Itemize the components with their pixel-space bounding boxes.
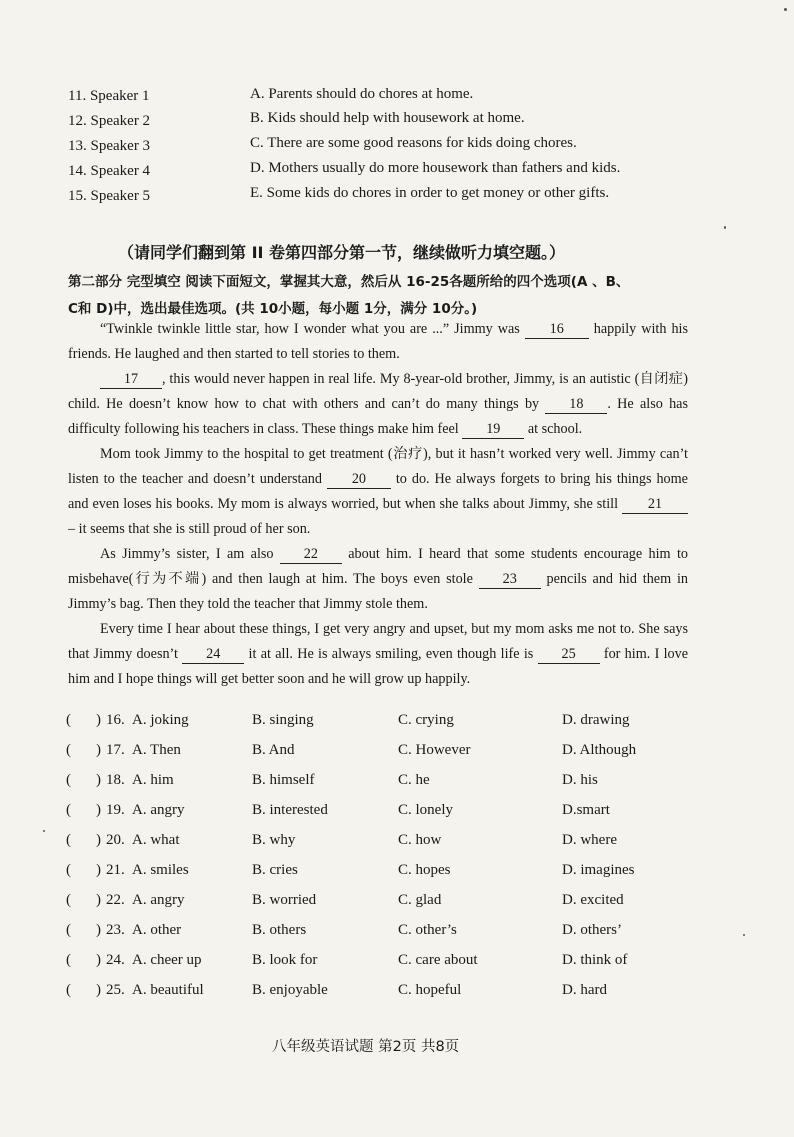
option-b: B. why — [252, 832, 296, 848]
option-a: A. cheer up — [132, 952, 202, 968]
cloze-passage — [68, 317, 688, 692]
option-a: A. angry — [132, 892, 185, 908]
passage-text: happily with his friends. He laughed and then started to tell stories to them. — [68, 321, 688, 362]
option-d: D. his — [562, 772, 598, 788]
option-d: D. drawing — [562, 712, 630, 728]
answer-bracket-close: ) — [96, 712, 101, 728]
answer-bracket-open[interactable]: ( — [66, 742, 71, 758]
option-c: C. glad — [398, 892, 442, 908]
option-a: A. Then — [132, 742, 181, 758]
option-row — [66, 802, 706, 832]
blank-17: 17 — [100, 370, 162, 389]
question-number: 25. — [106, 982, 125, 998]
blank-20: 20 — [327, 470, 391, 489]
option-row — [66, 712, 706, 742]
option-row — [66, 922, 706, 952]
question-number: 20. — [106, 832, 125, 848]
option-c: C. However — [398, 742, 471, 758]
statement-option: A. Parents should do chores at home. — [250, 86, 474, 102]
statement-option: B. Kids should help with housework at home. — [250, 110, 525, 126]
question-number: 21. — [106, 862, 125, 878]
blank-21: 21 — [622, 495, 688, 514]
answer-bracket-open[interactable]: ( — [66, 772, 71, 788]
option-d: D.smart — [562, 802, 610, 818]
option-c: C. hopes — [398, 862, 451, 878]
answer-bracket-close: ) — [96, 952, 101, 968]
option-c: C. other’s — [398, 922, 457, 938]
passage-text: it at all. He is always smiling, even though life is — [244, 646, 538, 662]
blank-24: 24 — [182, 645, 244, 664]
option-b: B. himself — [252, 772, 315, 788]
option-d: D. where — [562, 832, 617, 848]
option-row — [66, 772, 706, 802]
passage-text: pencils and hid them in Jimmy’s bag. Then they told the teacher that Jimmy stole them. — [68, 571, 688, 612]
passage-text: at school. — [524, 421, 583, 437]
option-a: A. joking — [132, 712, 189, 728]
option-d: D. excited — [562, 892, 624, 908]
passage-text: Mom took Jimmy to the hospital to get treatment (治疗), but it hasn’t worked very well. Jimmy can’t listen to the teacher and doesn’t understand — [68, 446, 688, 487]
option-b: B. singing — [252, 712, 314, 728]
option-c: C. lonely — [398, 802, 453, 818]
passage-text: , this would never happen in real life. My 8-year-old brother, Jimmy, is an autistic (自闭症) child. He doesn’t know how to chat with others and can’t do many things by — [68, 371, 688, 412]
turn-page-notice: （请同学们翻到第 II 卷第四部分第一节，继续做听力填空题。） — [118, 243, 566, 262]
option-b: B. cries — [252, 862, 298, 878]
passage-text: about him. I heard that some students encourage him to misbehave(行为不端) and then laugh at him. The boys even stole — [68, 546, 688, 587]
blank-16: 16 — [525, 320, 589, 339]
blank-25: 25 — [538, 645, 600, 664]
answer-options — [66, 712, 706, 1012]
page-footer: 八年级英语试题 第2页 共8页 — [272, 1039, 460, 1055]
scan-speck — [43, 830, 45, 832]
question-number: 24. — [106, 952, 125, 968]
passage-text: – it seems that she is still proud of her son. — [68, 521, 311, 537]
answer-bracket-open[interactable]: ( — [66, 862, 71, 878]
answer-bracket-open[interactable]: ( — [66, 712, 71, 728]
blank-23: 23 — [479, 570, 541, 589]
statement-option: E. Some kids do chores in order to get money or other gifts. — [250, 185, 610, 201]
option-b: B. worried — [252, 892, 317, 908]
option-row — [66, 832, 706, 862]
blank-19: 19 — [462, 420, 524, 439]
option-a: A. beautiful — [132, 982, 204, 998]
answer-bracket-open[interactable]: ( — [66, 802, 71, 818]
question-number: 17. — [106, 742, 125, 758]
option-b: B. others — [252, 922, 307, 938]
option-a: A. him — [132, 772, 174, 788]
speaker-label: 13. Speaker 3 — [68, 138, 151, 154]
passage-text: Every time I hear about these things, I get very angry and upset, but my mom asks me not to. She says that Jimmy doesn’t — [68, 621, 688, 662]
scan-speck — [784, 8, 787, 11]
option-a: A. smiles — [132, 862, 189, 878]
answer-bracket-close: ) — [96, 832, 101, 848]
option-a: A. other — [132, 922, 182, 938]
scan-speck — [724, 226, 726, 229]
paragraph — [68, 442, 688, 542]
passage-text: As Jimmy’s sister, I am also — [100, 546, 280, 562]
option-c: C. he — [398, 772, 430, 788]
answer-bracket-close: ) — [96, 742, 101, 758]
answer-bracket-close: ) — [96, 922, 101, 938]
option-d: D. imagines — [562, 862, 635, 878]
question-number: 19. — [106, 802, 125, 818]
answer-bracket-close: ) — [96, 772, 101, 788]
paragraph — [68, 317, 688, 367]
question-number: 16. — [106, 712, 125, 728]
statement-option: C. There are some good reasons for kids doing chores. — [250, 135, 577, 151]
answer-bracket-open[interactable]: ( — [66, 892, 71, 908]
option-b: B. look for — [252, 952, 318, 968]
speaker-label: 11. Speaker 1 — [68, 88, 150, 104]
section-heading-line2: C和 D)中，选出最佳选项。(共 10小题，每小题 1分，满分 10分。) — [68, 301, 478, 317]
option-row — [66, 982, 706, 1012]
option-b: B. And — [252, 742, 295, 758]
option-row — [66, 742, 706, 772]
option-a: A. what — [132, 832, 180, 848]
option-row — [66, 892, 706, 922]
speaker-label: 14. Speaker 4 — [68, 163, 151, 179]
answer-bracket-open[interactable]: ( — [66, 922, 71, 938]
question-number: 23. — [106, 922, 125, 938]
option-d: D. hard — [562, 982, 607, 998]
speaker-label: 15. Speaker 5 — [68, 188, 151, 204]
blank-18: 18 — [545, 395, 607, 414]
answer-bracket-open[interactable]: ( — [66, 832, 71, 848]
option-c: C. how — [398, 832, 442, 848]
paragraph — [68, 617, 688, 692]
paragraph — [68, 367, 688, 442]
answer-bracket-close: ) — [96, 862, 101, 878]
option-c: C. care about — [398, 952, 478, 968]
statement-option: D. Mothers usually do more housework than fathers and kids. — [250, 160, 621, 176]
option-d: D. Although — [562, 742, 637, 758]
option-b: B. interested — [252, 802, 328, 818]
option-row — [66, 952, 706, 982]
option-a: A. angry — [132, 802, 185, 818]
passage-text: for him. I love him and I hope things will get better soon and he will grow up happily. — [68, 646, 688, 687]
option-d: D. others’ — [562, 922, 622, 938]
option-row — [66, 862, 706, 892]
option-c: C. hopeful — [398, 982, 462, 998]
option-d: D. think of — [562, 952, 628, 968]
answer-bracket-close: ) — [96, 982, 101, 998]
option-c: C. crying — [398, 712, 454, 728]
paragraph — [68, 542, 688, 617]
answer-bracket-close: ) — [96, 802, 101, 818]
passage-text: . He also has difficulty following his teachers in class. These things make him feel — [68, 396, 688, 437]
section-heading-line1: 第二部分 完型填空 阅读下面短文，掌握其大意，然后从 16-25各题所给的四个选项(A 、B、 — [68, 274, 630, 290]
answer-bracket-open[interactable]: ( — [66, 952, 71, 968]
question-number: 18. — [106, 772, 125, 788]
blank-22: 22 — [280, 545, 342, 564]
question-number: 22. — [106, 892, 125, 908]
passage-text: to do. He always forgets to bring his things home and even loses his books. My mom is always worried, but when she talks about Jimmy, she still — [68, 471, 688, 512]
speaker-label: 12. Speaker 2 — [68, 113, 151, 129]
scan-speck — [743, 934, 745, 936]
answer-bracket-close: ) — [96, 892, 101, 908]
option-b: B. enjoyable — [252, 982, 328, 998]
answer-bracket-open[interactable]: ( — [66, 982, 71, 998]
passage-text: “Twinkle twinkle little star, how I wonder what you are ...” Jimmy was — [100, 321, 525, 337]
